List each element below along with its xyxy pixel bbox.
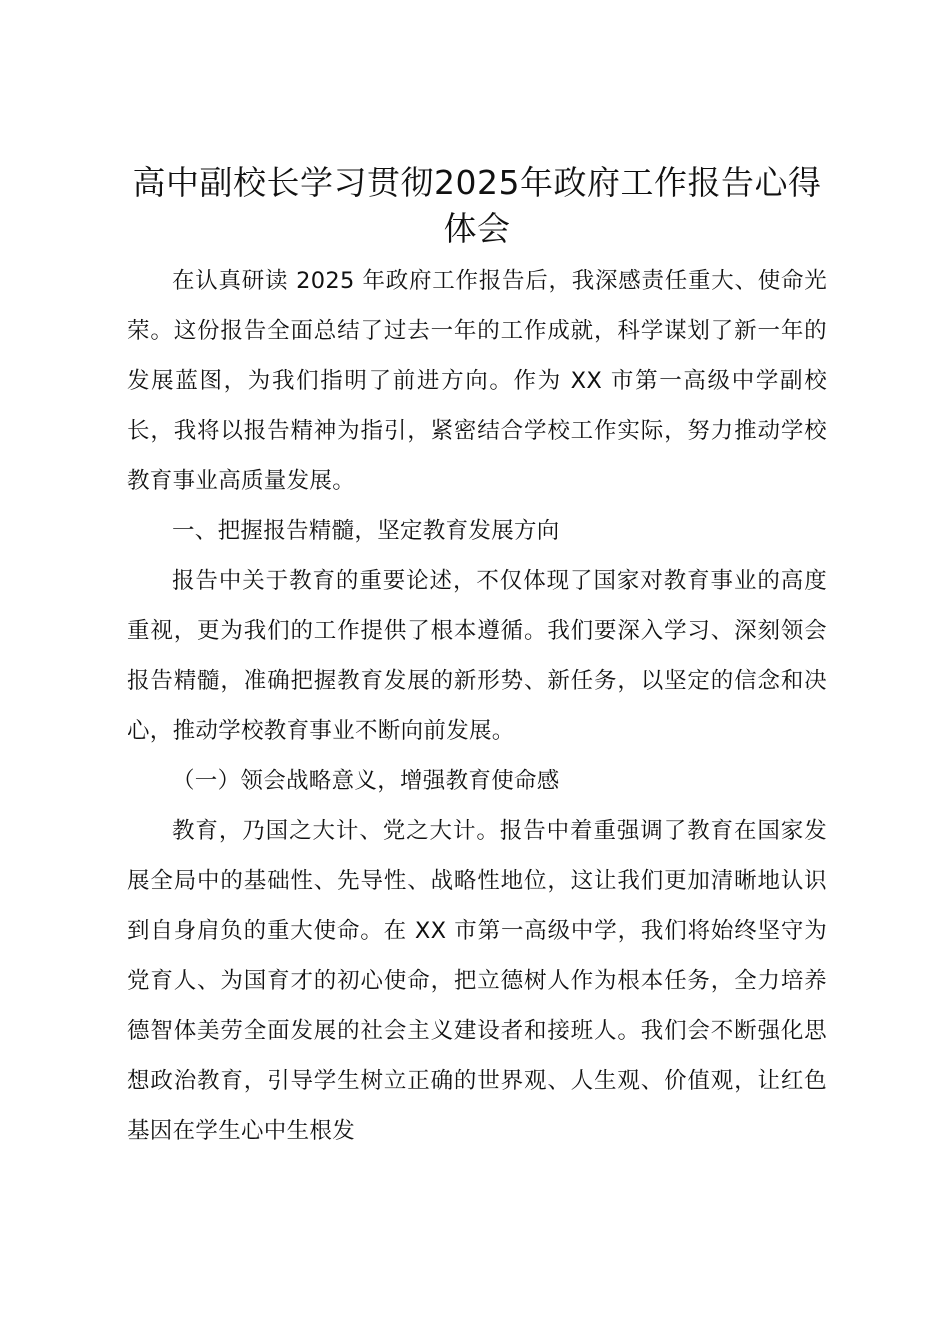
document-body [127,256,827,1156]
section-heading-1: 一、把握报告精髓，坚定教育发展方向 [172,518,560,544]
subsection-heading-1: （一）领会战略意义，增强教育使命感 [172,768,560,794]
subsection-1-paragraph: 教育，乃国之大计、党之大计。报告中着重强调了教育在国家发展全局中的基础性、先导性、战略性地位，这让我们更加清晰地认识到自身肩负的重大使命。在 XX 市第一高级中学，我们将始终坚守为党育人、为国育才的初心使命，把立德树人作为根本任务，全力培养德智体美劳全面发展的社会主义建设者和接班人。我们会不断强化思想政治教育，引导学生树立正确的世界观、人生观、价值观，让红色基因在学生心中生根发 [127,818,827,1144]
document-title: 高中副校长学习贯彻2025年政府工作报告心得体会 [132,163,822,248]
document-content [127,158,827,1156]
section-1-paragraph: 报告中关于教育的重要论述，不仅体现了国家对教育事业的高度重视，更为我们的工作提供了根本遵循。我们要深入学习、深刻领会报告精髓，准确把握教育发展的新形势、新任务，以坚定的信念和决心，推动学校教育事业不断向前发展。 [127,568,827,744]
intro-paragraph: 在认真研读 2025 年政府工作报告后，我深感责任重大、使命光荣。这份报告全面总结了过去一年的工作成就，科学谋划了新一年的发展蓝图，为我们指明了前进方向。作为 XX 市第一高级中学副校长，我将以报告精神为指引，紧密结合学校工作实际，努力推动学校教育事业高质量发展。 [127,268,827,494]
